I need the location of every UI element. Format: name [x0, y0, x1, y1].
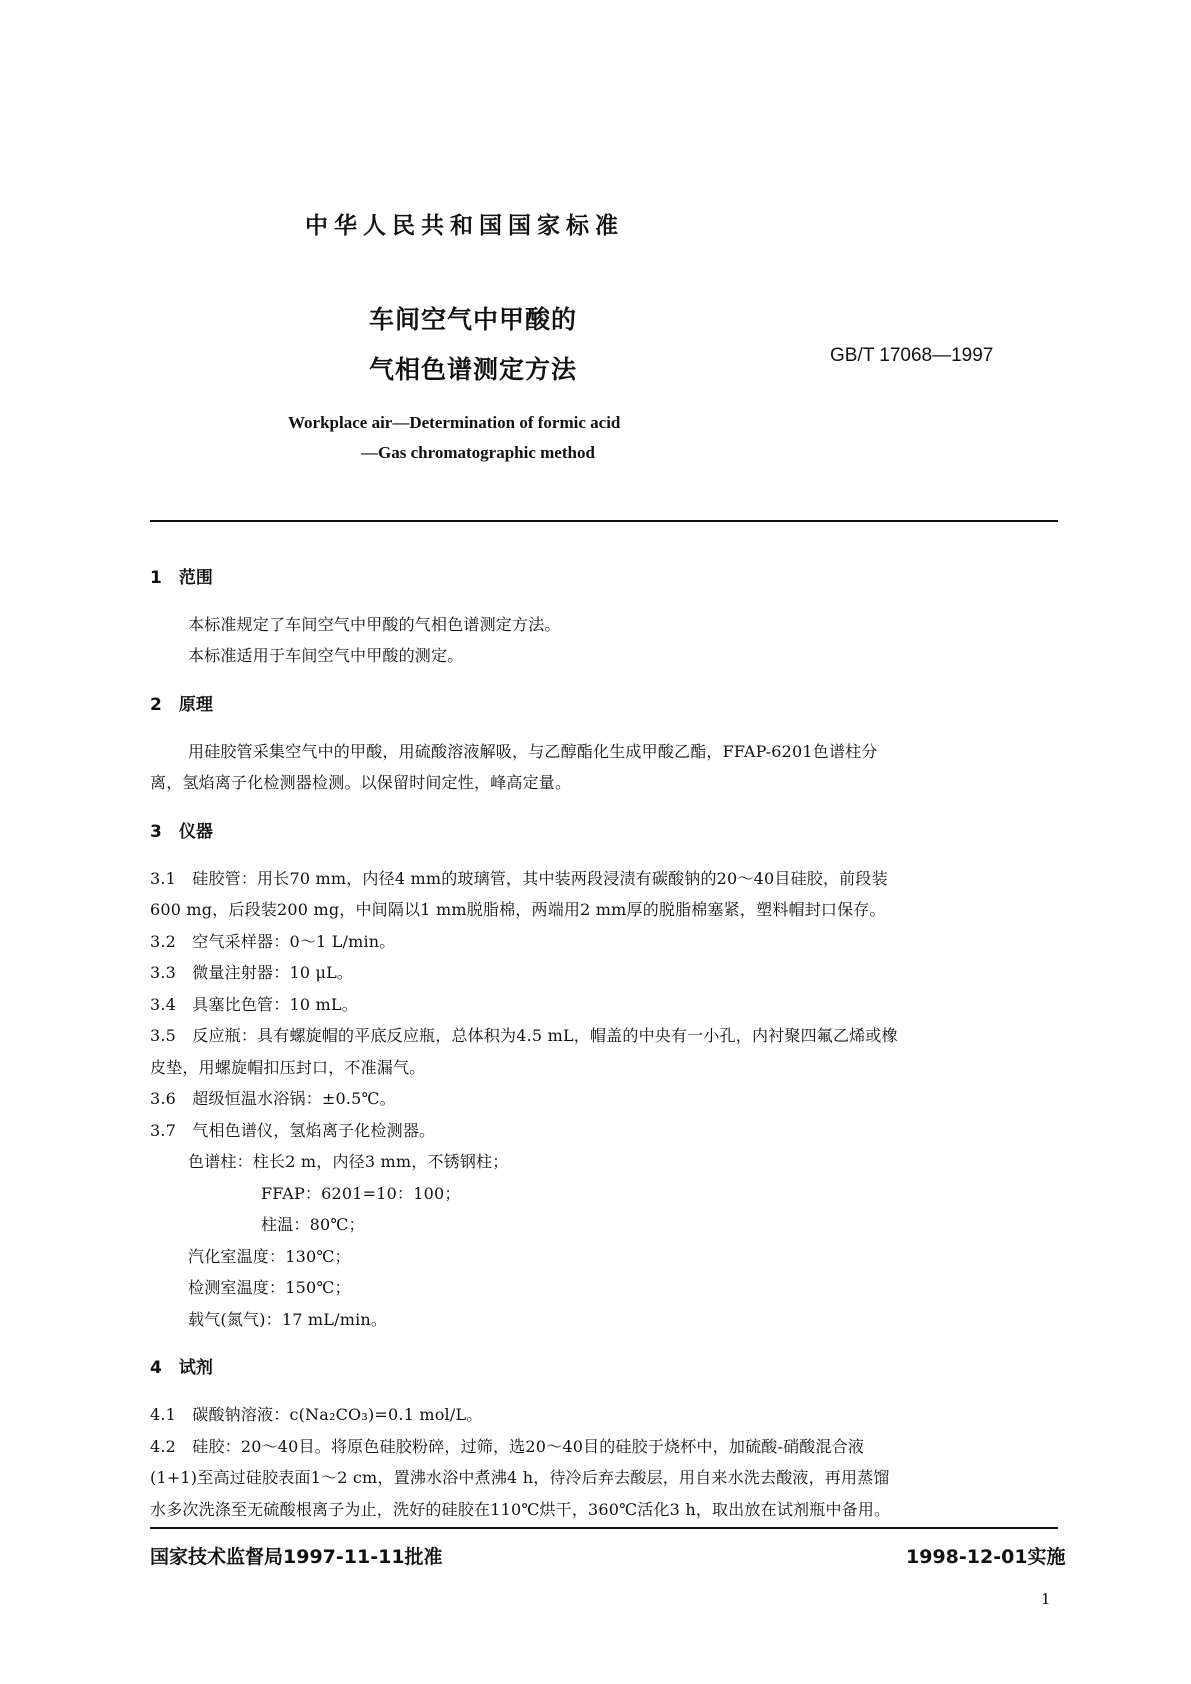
- stationary-phase-ratio: FFAP：6201=10：100；: [261, 1184, 461, 1203]
- approval-notice: 国家技术监督局1997-11-11批准: [150, 1546, 443, 1568]
- footer-divider: [150, 1527, 1058, 1529]
- item-3-1-line1: 3.1 硅胶管：用长70 mm，内径4 mm的玻璃管，其中装两段浸渍有碳酸钠的20～40目硅胶，前段装: [150, 869, 888, 888]
- item-3-5-line1: 3.5 反应瓶：具有螺旋帽的平底反应瓶，总体积为4.5 mL，帽盖的中央有一小孔，内衬聚四氟乙烯或橡: [150, 1026, 898, 1045]
- item-3-5-line2: 皮垫，用螺旋帽扣压封口，不准漏气。: [150, 1058, 426, 1077]
- section-1-title: 1 范围: [150, 568, 213, 588]
- item-3-4: 3.4 具塞比色管：10 mL。: [150, 995, 358, 1014]
- item-3-3: 3.3 微量注射器：10 μL。: [150, 963, 354, 982]
- item-4-1: 4.1 碳酸钠溶液：c(Na₂CO₃)=0.1 mol/L。: [150, 1405, 483, 1424]
- section-1-paragraph-2: 本标准适用于车间空气中甲酸的测定。: [188, 646, 464, 665]
- section-4-title: 4 试剂: [150, 1358, 213, 1378]
- item-4-2-line1: 4.2 硅胶：20～40目。将原色硅胶粉碎，过筛，选20～40目的硅胶于烧杯中，加硫酸-硝酸混合液: [150, 1437, 865, 1456]
- national-standard-heading: 中华人民共和国国家标准: [305, 213, 624, 239]
- document-title-line1: 车间空气中甲酸的: [369, 305, 578, 334]
- document-title-line2: 气相色谱测定方法: [369, 355, 578, 384]
- column-temperature: 柱温：80℃；: [261, 1215, 365, 1234]
- column-spec: 色谱柱：柱长2 m，内径3 mm，不锈钢柱；: [188, 1152, 509, 1171]
- item-4-2-line2: (1+1)至高过硅胶表面1～2 cm，置沸水浴中煮沸4 h，待冷后弃去酸层，用自来水洗去酸液，再用蒸馏: [150, 1468, 890, 1487]
- detector-temperature: 检测室温度：150℃；: [188, 1278, 351, 1297]
- section-3-title: 3 仪器: [150, 822, 213, 842]
- section-2-title: 2 原理: [150, 695, 213, 715]
- vaporizer-temperature: 汽化室温度：130℃；: [188, 1247, 351, 1266]
- section-2-paragraph-line2: 离，氢焰离子化检测器检测。以保留时间定性，峰高定量。: [150, 773, 572, 792]
- item-3-2: 3.2 空气采样器：0～1 L/min。: [150, 932, 396, 951]
- english-title-line1: Workplace air—Determination of formic acid: [288, 413, 621, 432]
- english-title-line2: —Gas chromatographic method: [361, 443, 595, 462]
- effective-date: 1998-12-01实施: [906, 1546, 1066, 1568]
- item-3-1-line2: 600 mg，后段装200 mg，中间隔以1 mm脱脂棉，两端用2 mm厚的脱脂棉塞紧，塑料帽封口保存。: [150, 900, 886, 919]
- header-divider: [150, 520, 1058, 522]
- carrier-gas: 载气(氮气)：17 mL/min。: [188, 1310, 388, 1329]
- standard-code: GB/T 17068—1997: [830, 345, 994, 366]
- page-number: 1: [1041, 1590, 1051, 1608]
- item-3-7: 3.7 气相色谱仪，氢焰离子化检测器。: [150, 1121, 436, 1140]
- section-2-paragraph-line1: 用硅胶管采集空气中的甲酸，用硫酸溶液解吸，与乙醇酯化生成甲酸乙酯，FFAP-6201色谱柱分: [188, 742, 878, 761]
- item-3-6: 3.6 超级恒温水浴锅：±0.5℃。: [150, 1089, 396, 1108]
- item-4-2-line3: 水多次洗涤至无硫酸根离子为止，洗好的硅胶在110℃烘干，360℃活化3 h，取出放在试剂瓶中备用。: [150, 1500, 891, 1519]
- section-1-paragraph-1: 本标准规定了车间空气中甲酸的气相色谱测定方法。: [188, 615, 561, 634]
